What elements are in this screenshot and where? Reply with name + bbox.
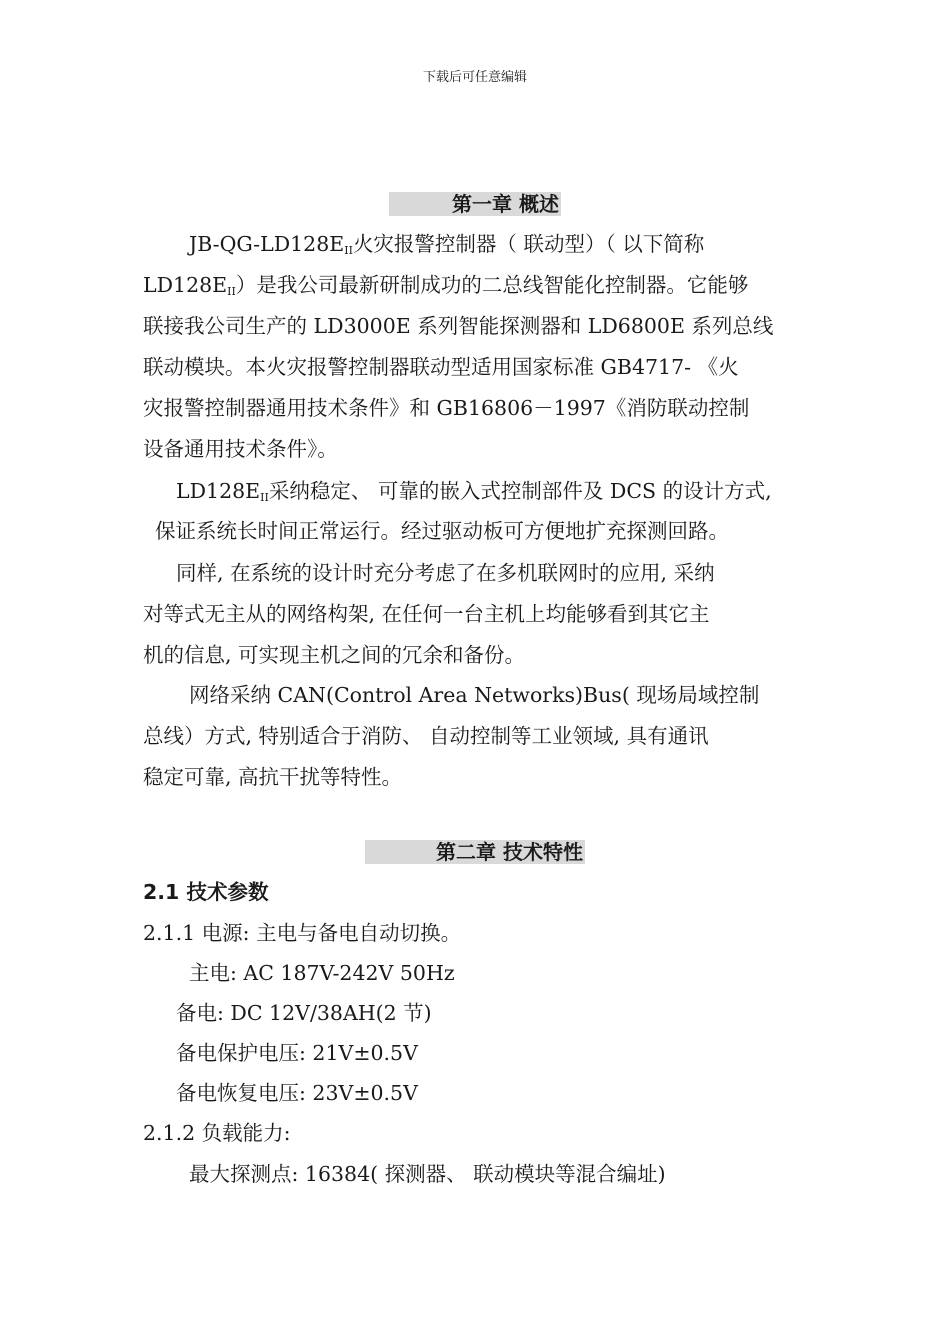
p1-line-3: 联接我公司生产的 LD3000E 系列智能探测器和 LD6800E 系列总线 — [143, 314, 774, 338]
max-detection-points: 最大探测点: 16384( 探测器、 联动模块等混合编址) — [189, 1162, 666, 1186]
p3-line-2: 对等式无主从的网络构架, 在任何一台主机上均能够看到其它主 — [143, 602, 710, 626]
power-backup: 备电: DC 12V/38AH(2 节) — [176, 1001, 432, 1025]
p1-line-6: 设备通用技术条件》。 — [143, 437, 338, 461]
power-main: 主电: AC 187V-242V 50Hz — [189, 961, 455, 985]
p3-line-1: 同样, 在系统的设计时充分考虑了在多机联网时的应用, 采纳 — [176, 561, 715, 585]
p4-line-1: 网络采纳 CAN(Control Area Networks)Bus( 现场局域控制 — [189, 683, 760, 707]
backup-recover-voltage: 备电恢复电压: 23V±0.5V — [176, 1081, 418, 1105]
section-2-1-2-heading: 2.1.2 负载能力: — [143, 1121, 291, 1145]
p1-line-2: $LD128E_{II}$）是我公司最新研制成功的二总线智能化控制器。它能够 — [143, 273, 749, 298]
p1-line-1: $JB-QG-LD128E_{II}$火灾报警控制器（ 联动型）（ 以下简称 — [189, 232, 705, 257]
p3-line-3: 机的信息, 可实现主机之间的冗余和备份。 — [143, 643, 526, 667]
chapter-2-title: 第二章 技术特性 — [365, 840, 585, 864]
p2-line-2: 保证系统长时间正常运行。经过驱动板可方便地扩充探测回路。 — [155, 519, 729, 543]
p4-line-2: 总线）方式, 特别适合于消防、 自动控制等工业领域, 具有通讯 — [143, 724, 709, 748]
backup-protect-voltage: 备电保护电压: 21V±0.5V — [176, 1041, 418, 1065]
p1-line-4: 联动模块。本火灾报警控制器联动型适用国家标准 GB4717- 《火 — [143, 355, 739, 379]
p4-line-3: 稳定可靠, 高抗干扰等特性。 — [143, 765, 403, 789]
page-header: 下载后可任意编辑 — [422, 70, 527, 85]
p1-line-5: 灾报警控制器通用技术条件》和 GB16806－1997《消防联动控制 — [143, 396, 750, 420]
chapter-1-title: 第一章 概述 — [389, 192, 561, 216]
section-2-1-heading: 2.1 技术参数 — [143, 880, 269, 904]
section-2-1-1-heading: 2.1.1 电源: 主电与备电自动切换。 — [143, 921, 462, 945]
p2-line-1: $LD128E_{II}$采纳稳定、 可靠的嵌入式控制部件及 DCS 的设计方式, — [176, 479, 772, 504]
